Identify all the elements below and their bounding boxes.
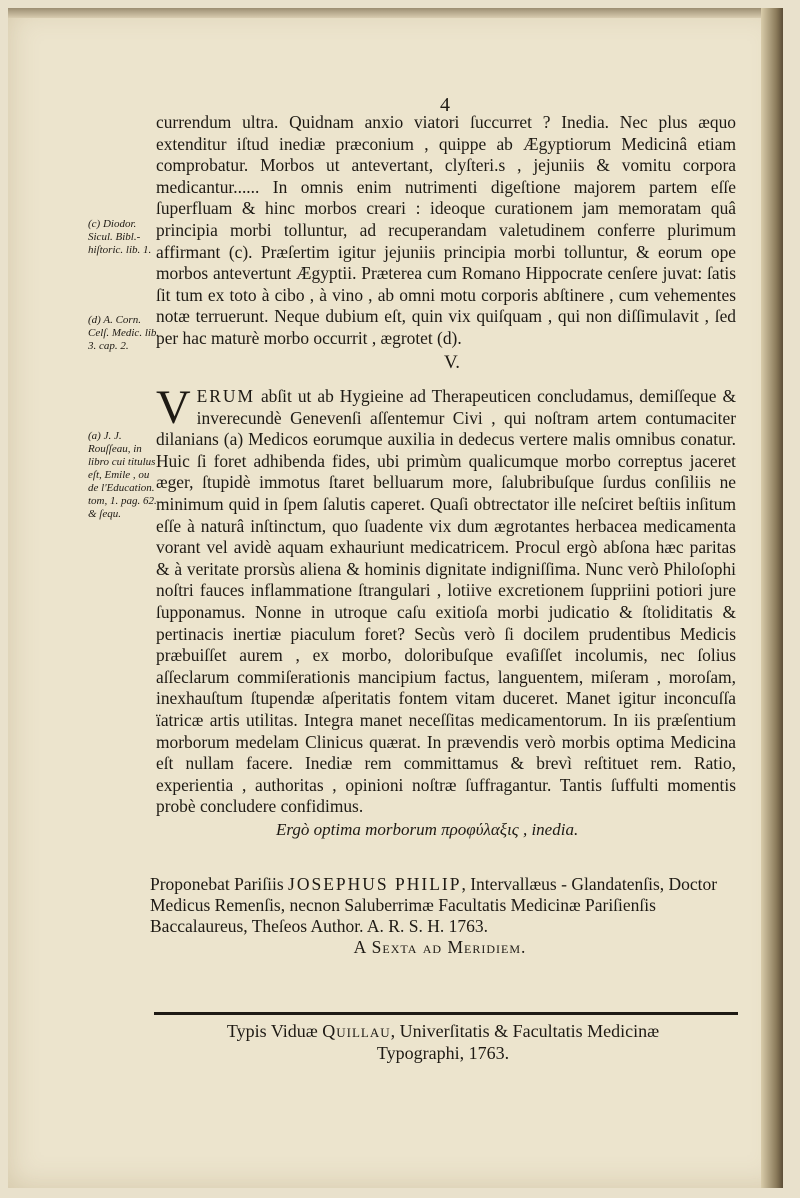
colophon bbox=[150, 874, 730, 958]
colophon-prefix: Proponebat Pariſiis bbox=[150, 874, 284, 894]
section-v-paragraph: abſit ut ab Hygieine ad Therapeuticen concludamus, demiſſeque & inverecundè Genevenſi aſſentemur Civi , qui noſtram artem contumaciter dilanians (a) Medicos eorumque auxilia in dedecus vertere malis omnibus conatur. Huic ſi foret adhibenda fides, ubi primùm qualicumque morbo correptus jaceret æger, ſtupidè immotus ſtaret belluarum more, ſalubribuſque ſurdus conſiliis ne minimum quid in ſpem ſalutis caperet. Quaſi obtrectator ille neſciret beſtiis inſitum eſſe à naturâ inſtinctum, quo ſuadente vix dum ægrotantes herbacea medicamenta vorant vel avidè aquam exhauriunt medicatricem. Procul ergò abſona hæc paritas & à veritate prorsùs aliena & hominis dignitate indigniſſima. Nunc verò Philoſophi noſtri fauces inflammatione ſtrangulari , lotiive excretionem ſuppriini potiori jure ſupponamus. Nonne in utroque caſu exitioſa morbi judicatio & ſtoliditatis & pertinacis inertiæ piaculum foret? Secùs verò ſi docilem prudentibus Medicis præbuiſſet aurem , ex morbo, doloribuſque evaſiſſet incolumis, nec ſolius aſſeclarum commiſerationis mancipium factus, languentem, miſeram , moroſam, inexhauſtum ſtupendæ aſperitatis fontem vitam duceret. Manet igitur inconcuſſa ïatricæ artis utilitas. Integra manet neceſſitas medicamentorum. In iis præſentium morborum medelam Clinicus quærat. In prævendis verò morbis optima Medicina eſt nullam facere. Inediæ rem committamus & brevì reſtituet rem. Ratio, experientia , authoritas , opinioni noſtræ ſuffragantur. Tantis ſuffulti momentis probè concludere confidimus. bbox=[156, 386, 736, 817]
section-v-text bbox=[156, 381, 736, 818]
page-number: 4 bbox=[440, 94, 450, 116]
author-name: JOSEPHUS PHILIP bbox=[288, 874, 462, 894]
section-iv-text bbox=[156, 112, 736, 350]
section-heading-v: V. bbox=[444, 352, 461, 373]
colophon-time: A Sexta ad Meridiem. bbox=[353, 937, 527, 957]
footnote-a: (a) J. J. Rouſſeau, in libro cui titulus eſt, Emile , ou de l'Education. tom, 1. pag. 62. & ſequ. bbox=[88, 430, 157, 520]
colophon-text bbox=[150, 874, 730, 937]
drop-cap: V bbox=[156, 381, 191, 434]
printer-name: Quillau bbox=[322, 1021, 391, 1041]
imprint-rule bbox=[154, 1012, 738, 1015]
book-page bbox=[8, 8, 783, 1188]
imprint bbox=[158, 1020, 728, 1064]
section-iv-paragraph: currendum ultra. Quidnam anxio viatori ſuccurret ? Inedia. Nec plus æquo extenditur iſtud inediæ præconium , quippe ab Ægyptiorum Medicinâ etiam comprobatur. Morbos ut antevertant, clyſteri.s , jejuniis & vomitu corpora medicantur...... In omnis enim nutrimenti digeſtione majorem partem eſſe ſuperfluam & hinc morbos creari : ideoque curationem jam memoratam quâ principia morbi tolluntur, ad recuperandam valetudinem conferre plurimum affirmant (c). Præſertim igitur jejuniis principia morbi tolluntur, & eorum ope morbos antevertunt Ægyptii. Præterea cum Romano Hippocrate cenſere juvat: ſatis ſit tum ex toto à cibo , à vino , ab omni motu corporis abſtinere , cum vehementes notæ terruerunt. Neque dubium eſt, quin vix quiſquam , qui non diſſimulavit , ſed per hac maturè morbo occurrit , ægrotet (d). bbox=[156, 112, 736, 348]
page-top-edge bbox=[8, 8, 783, 18]
book-spine-shadow bbox=[761, 8, 783, 1188]
imprint-suffix: , Univerſitatis & Facultatis Medicinæ bbox=[390, 1021, 660, 1041]
imprint-line-2: Typographi, 1763. bbox=[376, 1043, 510, 1063]
footnote-d: (d) A. Corn. Celſ. Medic. lib. 3. cap. 2. bbox=[88, 314, 160, 352]
colophon-suffix: , Intervallæus - Glandatenſis, Doctor Medicus Remenſis, necnon Saluberrimæ Facultatis Medicinæ Pariſienſis Baccalaureus, Theſeos Author. A. R. S. H. 1763. bbox=[150, 874, 718, 936]
footnote-c: (c) Diodor. Sicul. Bibl.- hiſtoric. lib. 1. bbox=[88, 218, 152, 256]
conclusion-line: Ergò optima morborum προφύλαξις , inedia. bbox=[276, 820, 579, 839]
imprint-prefix: Typis Viduæ bbox=[226, 1021, 318, 1041]
lead-word: ERUM bbox=[196, 386, 255, 406]
imprint-line-1 bbox=[158, 1020, 728, 1042]
section-v-paragraph-wrap bbox=[156, 381, 736, 818]
